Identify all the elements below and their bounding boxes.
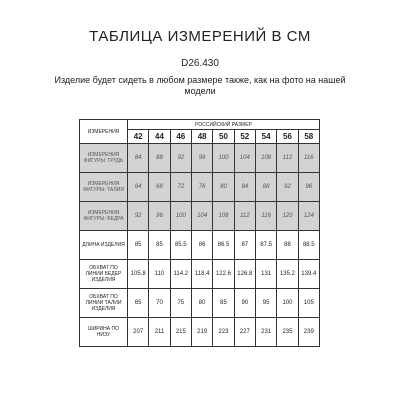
- size-header-cell: 54: [255, 130, 276, 144]
- table-cell: 80: [213, 173, 234, 202]
- table-cell: 88: [277, 231, 298, 260]
- table-cell: 116: [255, 202, 276, 231]
- russian-size-header: РОССИЙСКИЙ РАЗМЕР: [128, 120, 320, 130]
- table-cell: 96: [298, 173, 319, 202]
- table-cell: 235: [277, 318, 298, 347]
- table-row: [80, 289, 320, 318]
- table-cell: 76: [191, 173, 212, 202]
- size-header-cell: 50: [213, 130, 234, 144]
- table-cell: 227: [234, 318, 255, 347]
- table-cell: 211: [149, 318, 170, 347]
- table-row: [80, 260, 320, 289]
- table-cell: 88: [149, 144, 170, 173]
- measurements-header: ИЗМЕРЕНИЯ: [80, 120, 128, 144]
- table-cell: 139.4: [298, 260, 319, 289]
- table-cell: 87.5: [255, 231, 276, 260]
- table-cell: 231: [255, 318, 276, 347]
- table-cell: 80: [191, 289, 212, 318]
- table-cell: 86: [191, 231, 212, 260]
- table-cell: 124: [298, 202, 319, 231]
- table-cell: 90: [234, 289, 255, 318]
- table-cell: 122.6: [213, 260, 234, 289]
- table-cell: 239: [298, 318, 319, 347]
- table-cell: 88.5: [298, 231, 319, 260]
- group-header-row: [80, 120, 320, 130]
- size-header-cell: 52: [234, 130, 255, 144]
- row-label: ИЗМЕРЕНИЯ ФИГУРЫ: ГРУДЬ: [80, 144, 128, 173]
- table-cell: 135.2: [277, 260, 298, 289]
- table-row: [80, 202, 320, 231]
- table-cell: 100: [170, 202, 191, 231]
- table-cell: 85: [213, 289, 234, 318]
- table-cell: 95: [255, 289, 276, 318]
- table-cell: 64: [128, 173, 149, 202]
- size-header-cell: 48: [191, 130, 212, 144]
- table-cell: 84: [128, 144, 149, 173]
- table-cell: 85.5: [170, 231, 191, 260]
- table-cell: 72: [170, 173, 191, 202]
- table-cell: 92: [277, 173, 298, 202]
- row-label: ИЗМЕРЕНИЯ ФИГУРЫ: ТАЛИЯ: [80, 173, 128, 202]
- row-label: ИЗМЕРЕНИЯ ФИГУРЫ: БЕДРА: [80, 202, 128, 231]
- table-cell: 96: [191, 144, 212, 173]
- table-cell: 112: [234, 202, 255, 231]
- table-cell: 219: [191, 318, 212, 347]
- table-cell: 85: [149, 231, 170, 260]
- table-cell: 84: [234, 173, 255, 202]
- table-cell: 116: [298, 144, 319, 173]
- table-cell: 108: [255, 144, 276, 173]
- size-table: [79, 119, 320, 347]
- table-cell: 104: [191, 202, 212, 231]
- table-cell: 112: [277, 144, 298, 173]
- table-cell: 92: [170, 144, 191, 173]
- row-label: ОБХВАТ ПО ЛИНИИ БЕДЕР ИЗДЕЛИЯ: [80, 260, 128, 289]
- table-cell: 68: [149, 173, 170, 202]
- table-cell: 215: [170, 318, 191, 347]
- row-label: ДЛИНА ИЗДЕЛИЯ: [80, 231, 128, 260]
- size-header-cell: 42: [128, 130, 149, 144]
- table-cell: 118.4: [191, 260, 212, 289]
- table-cell: 88: [255, 173, 276, 202]
- table-cell: 114.2: [170, 260, 191, 289]
- table-cell: 65: [128, 289, 149, 318]
- table-cell: 70: [149, 289, 170, 318]
- table-cell: 104: [234, 144, 255, 173]
- table-cell: 96: [149, 202, 170, 231]
- table-cell: 87: [234, 231, 255, 260]
- table-cell: 86.5: [213, 231, 234, 260]
- table-cell: 120: [277, 202, 298, 231]
- table-cell: 105: [298, 289, 319, 318]
- size-header-cell: 46: [170, 130, 191, 144]
- table-row: [80, 318, 320, 347]
- table-cell: 223: [213, 318, 234, 347]
- table-row: [80, 231, 320, 260]
- table-cell: 92: [128, 202, 149, 231]
- row-label: ОБХВАТ ПО ЛИНИИ ТАЛИИ ИЗДЕЛИЯ: [80, 289, 128, 318]
- table-row: [80, 173, 320, 202]
- page-title: ТАБЛИЦА ИЗМЕРЕНИЙ В СМ: [89, 28, 311, 45]
- table-cell: 100: [213, 144, 234, 173]
- fit-note: Изделие будет сидеть в любом размере также, как на фото на нашей модели: [54, 75, 346, 96]
- row-label: ШИРИНА ПО НИЗУ: [80, 318, 128, 347]
- table-cell: 100: [277, 289, 298, 318]
- table-cell: 108: [213, 202, 234, 231]
- size-header-cell: 56: [277, 130, 298, 144]
- article-number: D26.430: [181, 58, 219, 69]
- table-cell: 207: [128, 318, 149, 347]
- table-row: [80, 144, 320, 173]
- table-cell: 105.8: [128, 260, 149, 289]
- table-cell: 85: [128, 231, 149, 260]
- table-cell: 75: [170, 289, 191, 318]
- table-cell: 110: [149, 260, 170, 289]
- size-header-cell: 44: [149, 130, 170, 144]
- table-cell: 131: [255, 260, 276, 289]
- size-header-cell: 58: [298, 130, 319, 144]
- table-cell: 126.8: [234, 260, 255, 289]
